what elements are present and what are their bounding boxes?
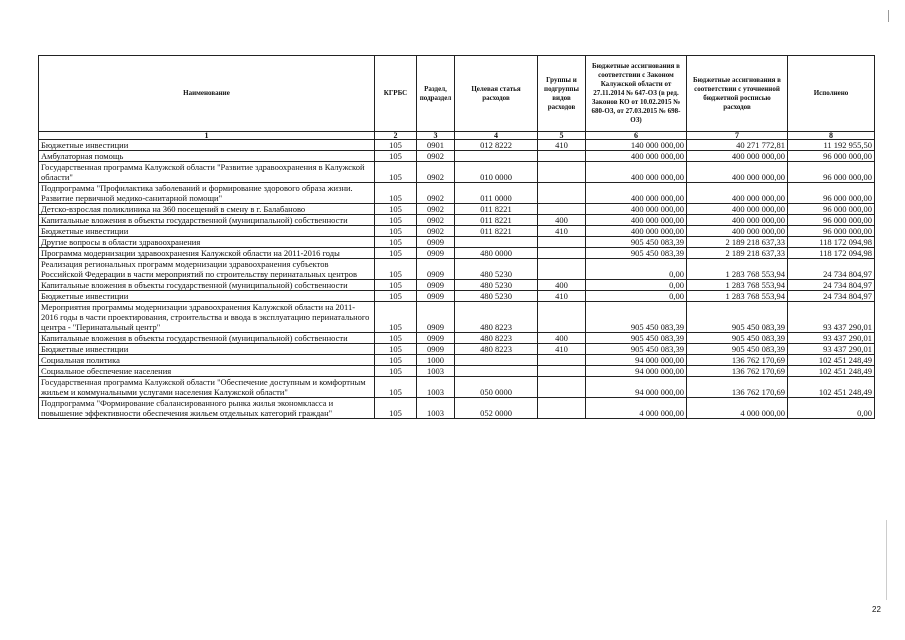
cell-name: Государственная программа Калужской области "Обеспечение доступным и комфортным жильем и коммунальными услугами населения Калужской области" [39, 377, 375, 398]
cell-kgrbs: 105 [375, 259, 417, 280]
cell-target-article: 011 8221 [455, 204, 538, 215]
cell-name: Реализация региональных программ модернизации здравоохранения субъектов Российской Федерации в части мероприятий по строительству перинатальных центров [39, 259, 375, 280]
cell-law-allocations: 0,00 [586, 291, 687, 302]
table-row [39, 183, 875, 204]
cell-expense-type [538, 248, 586, 259]
cell-kgrbs: 105 [375, 291, 417, 302]
cell-name: Бюджетные инвестиции [39, 140, 375, 151]
cell-executed: 102 451 248,49 [788, 366, 875, 377]
cell-updated-allocations: 400 000 000,00 [687, 162, 788, 183]
column-number: 4 [455, 132, 538, 140]
cell-updated-allocations: 2 189 218 637,33 [687, 248, 788, 259]
column-number: 7 [687, 132, 788, 140]
cell-kgrbs: 105 [375, 151, 417, 162]
table-row [39, 355, 875, 366]
cell-executed: 96 000 000,00 [788, 226, 875, 237]
table-row [39, 162, 875, 183]
cell-kgrbs: 105 [375, 333, 417, 344]
cell-law-allocations: 400 000 000,00 [586, 151, 687, 162]
cell-razdel: 1003 [417, 398, 455, 419]
cell-kgrbs: 105 [375, 215, 417, 226]
cell-razdel: 0909 [417, 237, 455, 248]
cell-kgrbs: 105 [375, 204, 417, 215]
cell-razdel: 1003 [417, 366, 455, 377]
cell-target-article [455, 366, 538, 377]
cell-updated-allocations: 905 450 083,39 [687, 302, 788, 333]
cell-target-article: 010 0000 [455, 162, 538, 183]
cell-expense-type: 400 [538, 333, 586, 344]
cell-name: Детско-взрослая поликлиника на 360 посещений в смену в г. Балабаново [39, 204, 375, 215]
cell-updated-allocations: 40 271 772,81 [687, 140, 788, 151]
cell-expense-type [538, 302, 586, 333]
cell-expense-type [538, 162, 586, 183]
cell-target-article: 050 0000 [455, 377, 538, 398]
cell-expense-type: 410 [538, 344, 586, 355]
cell-law-allocations: 905 450 083,39 [586, 333, 687, 344]
cell-updated-allocations: 136 762 170,69 [687, 355, 788, 366]
cell-name: Мероприятия программы модернизации здравоохранения Калужской области на 2011-2016 годы в части проектирования, строительства и ввода в эксплуатацию перинатального центра - "Перинатальный центр" [39, 302, 375, 333]
header-law-allocations: Бюджетные ассигнования в соответствии с Законом Калужской области от 27.11.2014 № 647-ОЗ (в ред. Законов КО от 10.02.2015 № 680-ОЗ, от 27.03.2015 № 698-ОЗ) [586, 56, 687, 132]
cell-updated-allocations: 1 283 768 553,94 [687, 280, 788, 291]
column-number: 3 [417, 132, 455, 140]
cell-kgrbs: 105 [375, 237, 417, 248]
cell-expense-type [538, 366, 586, 377]
cell-updated-allocations: 400 000 000,00 [687, 204, 788, 215]
header-kgrbs: КГРБС [375, 56, 417, 132]
cell-name: Бюджетные инвестиции [39, 344, 375, 355]
cell-updated-allocations: 905 450 083,39 [687, 333, 788, 344]
cell-razdel: 0909 [417, 302, 455, 333]
cell-law-allocations: 905 450 083,39 [586, 344, 687, 355]
table-row [39, 366, 875, 377]
cell-expense-type [538, 398, 586, 419]
budget-table [38, 55, 875, 419]
cell-kgrbs: 105 [375, 302, 417, 333]
table-row [39, 398, 875, 419]
table-row [39, 237, 875, 248]
column-number: 5 [538, 132, 586, 140]
cell-executed: 24 734 804,97 [788, 259, 875, 280]
cell-name: Бюджетные инвестиции [39, 226, 375, 237]
header-executed: Исполнено [788, 56, 875, 132]
cell-razdel: 0909 [417, 291, 455, 302]
cell-expense-type: 410 [538, 291, 586, 302]
cell-target-article: 480 5230 [455, 280, 538, 291]
cell-name: Капитальные вложения в объекты государственной (муниципальной) собственности [39, 280, 375, 291]
cell-expense-type [538, 259, 586, 280]
cell-name: Бюджетные инвестиции [39, 291, 375, 302]
cell-razdel: 0902 [417, 204, 455, 215]
cell-law-allocations: 0,00 [586, 280, 687, 291]
table-row [39, 291, 875, 302]
margin-mark [886, 520, 887, 600]
cell-law-allocations: 400 000 000,00 [586, 215, 687, 226]
cell-target-article [455, 355, 538, 366]
cell-name: Социальная политика [39, 355, 375, 366]
cell-law-allocations: 400 000 000,00 [586, 183, 687, 204]
cell-target-article [455, 151, 538, 162]
cell-updated-allocations: 400 000 000,00 [687, 215, 788, 226]
cell-razdel: 0902 [417, 226, 455, 237]
header-updated-allocations: Бюджетные ассигнования в соответствии с уточненной бюджетной росписью расходов [687, 56, 788, 132]
table-row [39, 140, 875, 151]
cell-law-allocations: 905 450 083,39 [586, 302, 687, 333]
header-expense-type: Группы и подгруппы видов расходов [538, 56, 586, 132]
cell-law-allocations: 400 000 000,00 [586, 204, 687, 215]
cell-razdel: 0902 [417, 183, 455, 204]
cell-kgrbs: 105 [375, 183, 417, 204]
cell-name: Подпрограмма "Формирование сбалансированного рынка жилья экономкласса и повышение эффективности обеспечения жильем отдельных категорий граждан" [39, 398, 375, 419]
cell-updated-allocations: 136 762 170,69 [687, 377, 788, 398]
cell-target-article: 011 0000 [455, 183, 538, 204]
cell-name: Социальное обеспечение населения [39, 366, 375, 377]
cell-name: Капитальные вложения в объекты государственной (муниципальной) собственности [39, 333, 375, 344]
cell-kgrbs: 105 [375, 226, 417, 237]
column-number: 8 [788, 132, 875, 140]
cell-name: Амбулаторная помощь [39, 151, 375, 162]
cell-law-allocations: 94 000 000,00 [586, 377, 687, 398]
cell-expense-type [538, 237, 586, 248]
cell-razdel: 0902 [417, 162, 455, 183]
cell-updated-allocations: 1 283 768 553,94 [687, 259, 788, 280]
cell-executed: 96 000 000,00 [788, 162, 875, 183]
cell-expense-type [538, 377, 586, 398]
header-target-article: Целевая статья расходов [455, 56, 538, 132]
cell-razdel: 1000 [417, 355, 455, 366]
cell-razdel: 0909 [417, 344, 455, 355]
table-body [39, 140, 875, 419]
cell-executed: 93 437 290,01 [788, 344, 875, 355]
cell-updated-allocations: 1 283 768 553,94 [687, 291, 788, 302]
cell-target-article: 480 0000 [455, 248, 538, 259]
header-razdel: Раздел, подраздел [417, 56, 455, 132]
table-row [39, 226, 875, 237]
cell-target-article: 480 8223 [455, 302, 538, 333]
cell-executed: 24 734 804,97 [788, 291, 875, 302]
cell-razdel: 0909 [417, 259, 455, 280]
cell-updated-allocations: 400 000 000,00 [687, 183, 788, 204]
cell-target-article [455, 237, 538, 248]
cell-kgrbs: 105 [375, 248, 417, 259]
column-number: 2 [375, 132, 417, 140]
margin-mark [888, 10, 889, 22]
column-number: 6 [586, 132, 687, 140]
cell-updated-allocations: 905 450 083,39 [687, 344, 788, 355]
cell-target-article: 011 8221 [455, 226, 538, 237]
table-row [39, 215, 875, 226]
table-row [39, 259, 875, 280]
cell-updated-allocations: 400 000 000,00 [687, 226, 788, 237]
cell-name: Другие вопросы в области здравоохранения [39, 237, 375, 248]
cell-razdel: 0909 [417, 280, 455, 291]
cell-expense-type [538, 151, 586, 162]
cell-executed: 96 000 000,00 [788, 151, 875, 162]
cell-executed: 96 000 000,00 [788, 204, 875, 215]
cell-executed: 93 437 290,01 [788, 333, 875, 344]
cell-updated-allocations: 136 762 170,69 [687, 366, 788, 377]
cell-target-article: 012 8222 [455, 140, 538, 151]
table-row [39, 280, 875, 291]
cell-target-article: 480 5230 [455, 259, 538, 280]
cell-expense-type: 410 [538, 140, 586, 151]
cell-executed: 24 734 804,97 [788, 280, 875, 291]
cell-executed: 96 000 000,00 [788, 215, 875, 226]
cell-kgrbs: 105 [375, 280, 417, 291]
cell-razdel: 0902 [417, 151, 455, 162]
table-row [39, 151, 875, 162]
cell-name: Капитальные вложения в объекты государственной (муниципальной) собственности [39, 215, 375, 226]
cell-law-allocations: 94 000 000,00 [586, 355, 687, 366]
page-number: 22 [872, 605, 881, 614]
cell-executed: 0,00 [788, 398, 875, 419]
cell-target-article: 480 5230 [455, 291, 538, 302]
cell-executed: 118 172 094,98 [788, 237, 875, 248]
cell-razdel: 0909 [417, 333, 455, 344]
cell-kgrbs: 105 [375, 398, 417, 419]
cell-razdel: 0902 [417, 215, 455, 226]
cell-expense-type: 400 [538, 280, 586, 291]
cell-law-allocations: 905 450 083,39 [586, 237, 687, 248]
cell-expense-type: 410 [538, 226, 586, 237]
table-row [39, 333, 875, 344]
header-name: Наименование [39, 56, 375, 132]
header-row [39, 56, 875, 132]
cell-law-allocations: 94 000 000,00 [586, 366, 687, 377]
cell-name: Подпрограмма "Профилактика заболеваний и формирование здорового образа жизни. Развитие первичной медико-санитарной помощи" [39, 183, 375, 204]
cell-kgrbs: 105 [375, 355, 417, 366]
cell-kgrbs: 105 [375, 162, 417, 183]
cell-expense-type: 400 [538, 215, 586, 226]
cell-updated-allocations: 400 000 000,00 [687, 151, 788, 162]
cell-expense-type [538, 355, 586, 366]
cell-updated-allocations: 4 000 000,00 [687, 398, 788, 419]
table-row [39, 248, 875, 259]
cell-kgrbs: 105 [375, 377, 417, 398]
cell-law-allocations: 4 000 000,00 [586, 398, 687, 419]
table-row [39, 344, 875, 355]
cell-razdel: 1003 [417, 377, 455, 398]
cell-expense-type [538, 204, 586, 215]
cell-updated-allocations: 2 189 218 637,33 [687, 237, 788, 248]
cell-razdel: 0901 [417, 140, 455, 151]
cell-law-allocations: 400 000 000,00 [586, 162, 687, 183]
cell-executed: 102 451 248,49 [788, 377, 875, 398]
cell-target-article: 052 0000 [455, 398, 538, 419]
cell-law-allocations: 140 000 000,00 [586, 140, 687, 151]
cell-law-allocations: 400 000 000,00 [586, 226, 687, 237]
cell-executed: 118 172 094,98 [788, 248, 875, 259]
table-row [39, 204, 875, 215]
cell-law-allocations: 905 450 083,39 [586, 248, 687, 259]
cell-executed: 96 000 000,00 [788, 183, 875, 204]
cell-expense-type [538, 183, 586, 204]
cell-executed: 93 437 290,01 [788, 302, 875, 333]
table-row [39, 377, 875, 398]
table-row [39, 302, 875, 333]
cell-name: Государственная программа Калужской области "Развитие здравоохранения в Калужской области" [39, 162, 375, 183]
cell-law-allocations: 0,00 [586, 259, 687, 280]
column-number: 1 [39, 132, 375, 140]
cell-target-article: 480 8223 [455, 344, 538, 355]
cell-kgrbs: 105 [375, 140, 417, 151]
cell-razdel: 0909 [417, 248, 455, 259]
cell-name: Программа модернизации здравоохранения Калужской области на 2011-2016 годы [39, 248, 375, 259]
cell-executed: 102 451 248,49 [788, 355, 875, 366]
cell-target-article: 011 8221 [455, 215, 538, 226]
column-number-row [39, 132, 875, 140]
cell-kgrbs: 105 [375, 366, 417, 377]
cell-kgrbs: 105 [375, 344, 417, 355]
cell-executed: 11 192 955,50 [788, 140, 875, 151]
cell-target-article: 480 8223 [455, 333, 538, 344]
